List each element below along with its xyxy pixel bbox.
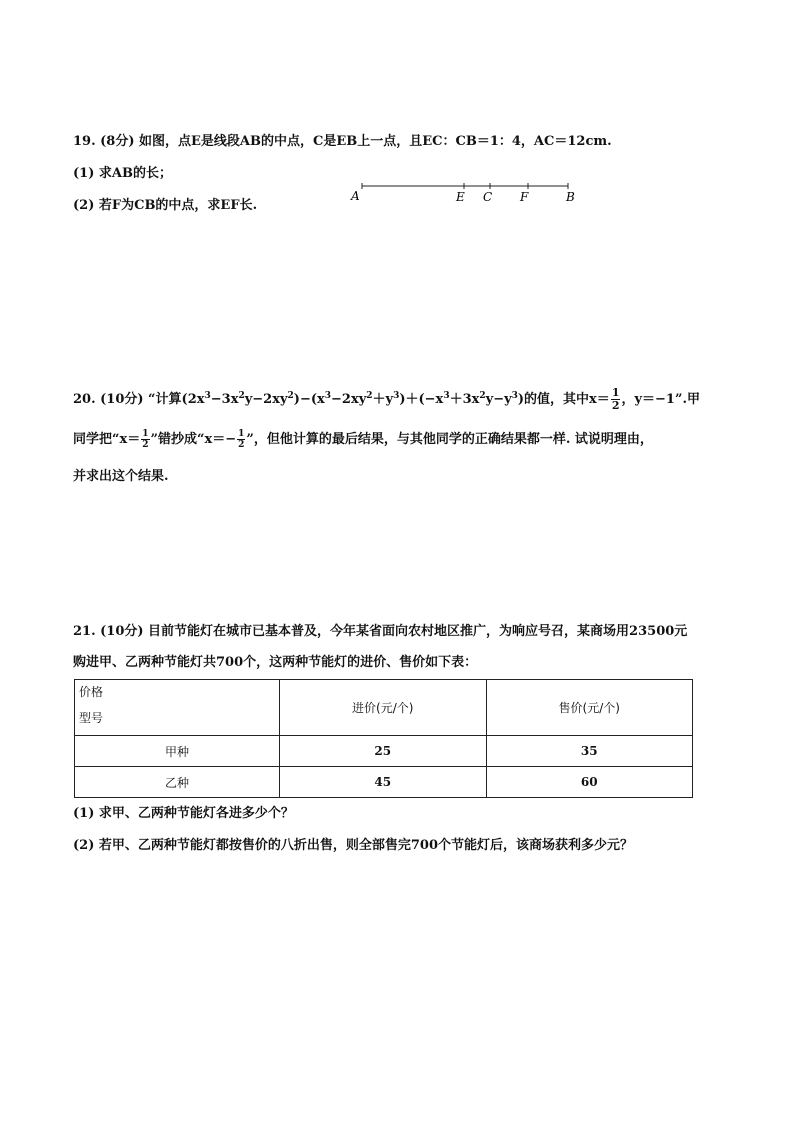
header-price: 售价(元/个)	[486, 680, 693, 736]
price-table	[74, 679, 693, 798]
row-cost: 25	[280, 736, 487, 767]
label-c: C	[483, 190, 493, 204]
table-row	[75, 736, 693, 767]
table-corner-cell	[75, 680, 280, 736]
fraction-half: $\frac{1}{2}$	[238, 429, 245, 450]
row-price: 60	[486, 767, 693, 798]
fraction-half: $\frac{1}{2}$	[142, 429, 149, 450]
question-19-sub1: (1) 求AB的长；	[73, 166, 172, 181]
question-21-sub2: (2) 若甲、乙两种节能灯都按售价的八折出售，则全部售完700个节能灯后，该商场获利多少元？	[73, 838, 634, 853]
corner-label-price: 价格	[79, 685, 104, 699]
row-price: 35	[486, 736, 693, 767]
question-20-line1: 20. (10分) “计算$(2x^3-3x^2y-2xy^2)-(x^3-2xy^2+y^3)+(-x^3+3x^2y-y^3)$的值，其中x＝ $\frac{1}{2}$ ，y＝−1”.甲	[73, 386, 700, 412]
label-a: A	[351, 189, 360, 203]
question-21-sub1: (1) 求甲、乙两种节能灯各进多少个？	[73, 806, 294, 821]
fraction-half: $\frac{1}{2}$	[611, 386, 620, 412]
label-e: E	[456, 190, 465, 204]
table-row	[75, 767, 693, 798]
question-20-line3: 并求出这个结果.	[73, 469, 169, 484]
question-20-line2: 同学把“x＝ $\frac{1}{2}$ ”错抄成“x＝− $\frac{1}{2}$ ”，但他计算的最后结果，与其他同学的正确结果都一样. 试说明理由，	[73, 429, 653, 450]
row-type: 甲种	[75, 736, 280, 767]
corner-label-type: 型号	[79, 711, 104, 725]
label-f: F	[520, 190, 529, 204]
question-19-stem: 19. (8分) 如图，点E是线段AB的中点，C是EB上一点，且EC：CB＝1：4，AC＝12cm.	[73, 134, 612, 149]
label-b: B	[566, 190, 575, 204]
row-cost: 45	[280, 767, 487, 798]
question-21-line1: 21. (10分) 目前节能灯在城市已基本普及，今年某省面向农村地区推广，为响应号召，某商场用23500元	[73, 624, 688, 639]
segment-figure	[345, 178, 585, 208]
question-21-line2: 购进甲、乙两种节能灯共700个，这两种节能灯的进价、售价如下表：	[73, 655, 478, 670]
header-cost: 进价(元/个)	[280, 680, 487, 736]
row-type: 乙种	[75, 767, 280, 798]
question-19-sub2: (2) 若F为CB的中点，求EF长.	[73, 198, 258, 213]
table-header-row	[75, 680, 693, 736]
